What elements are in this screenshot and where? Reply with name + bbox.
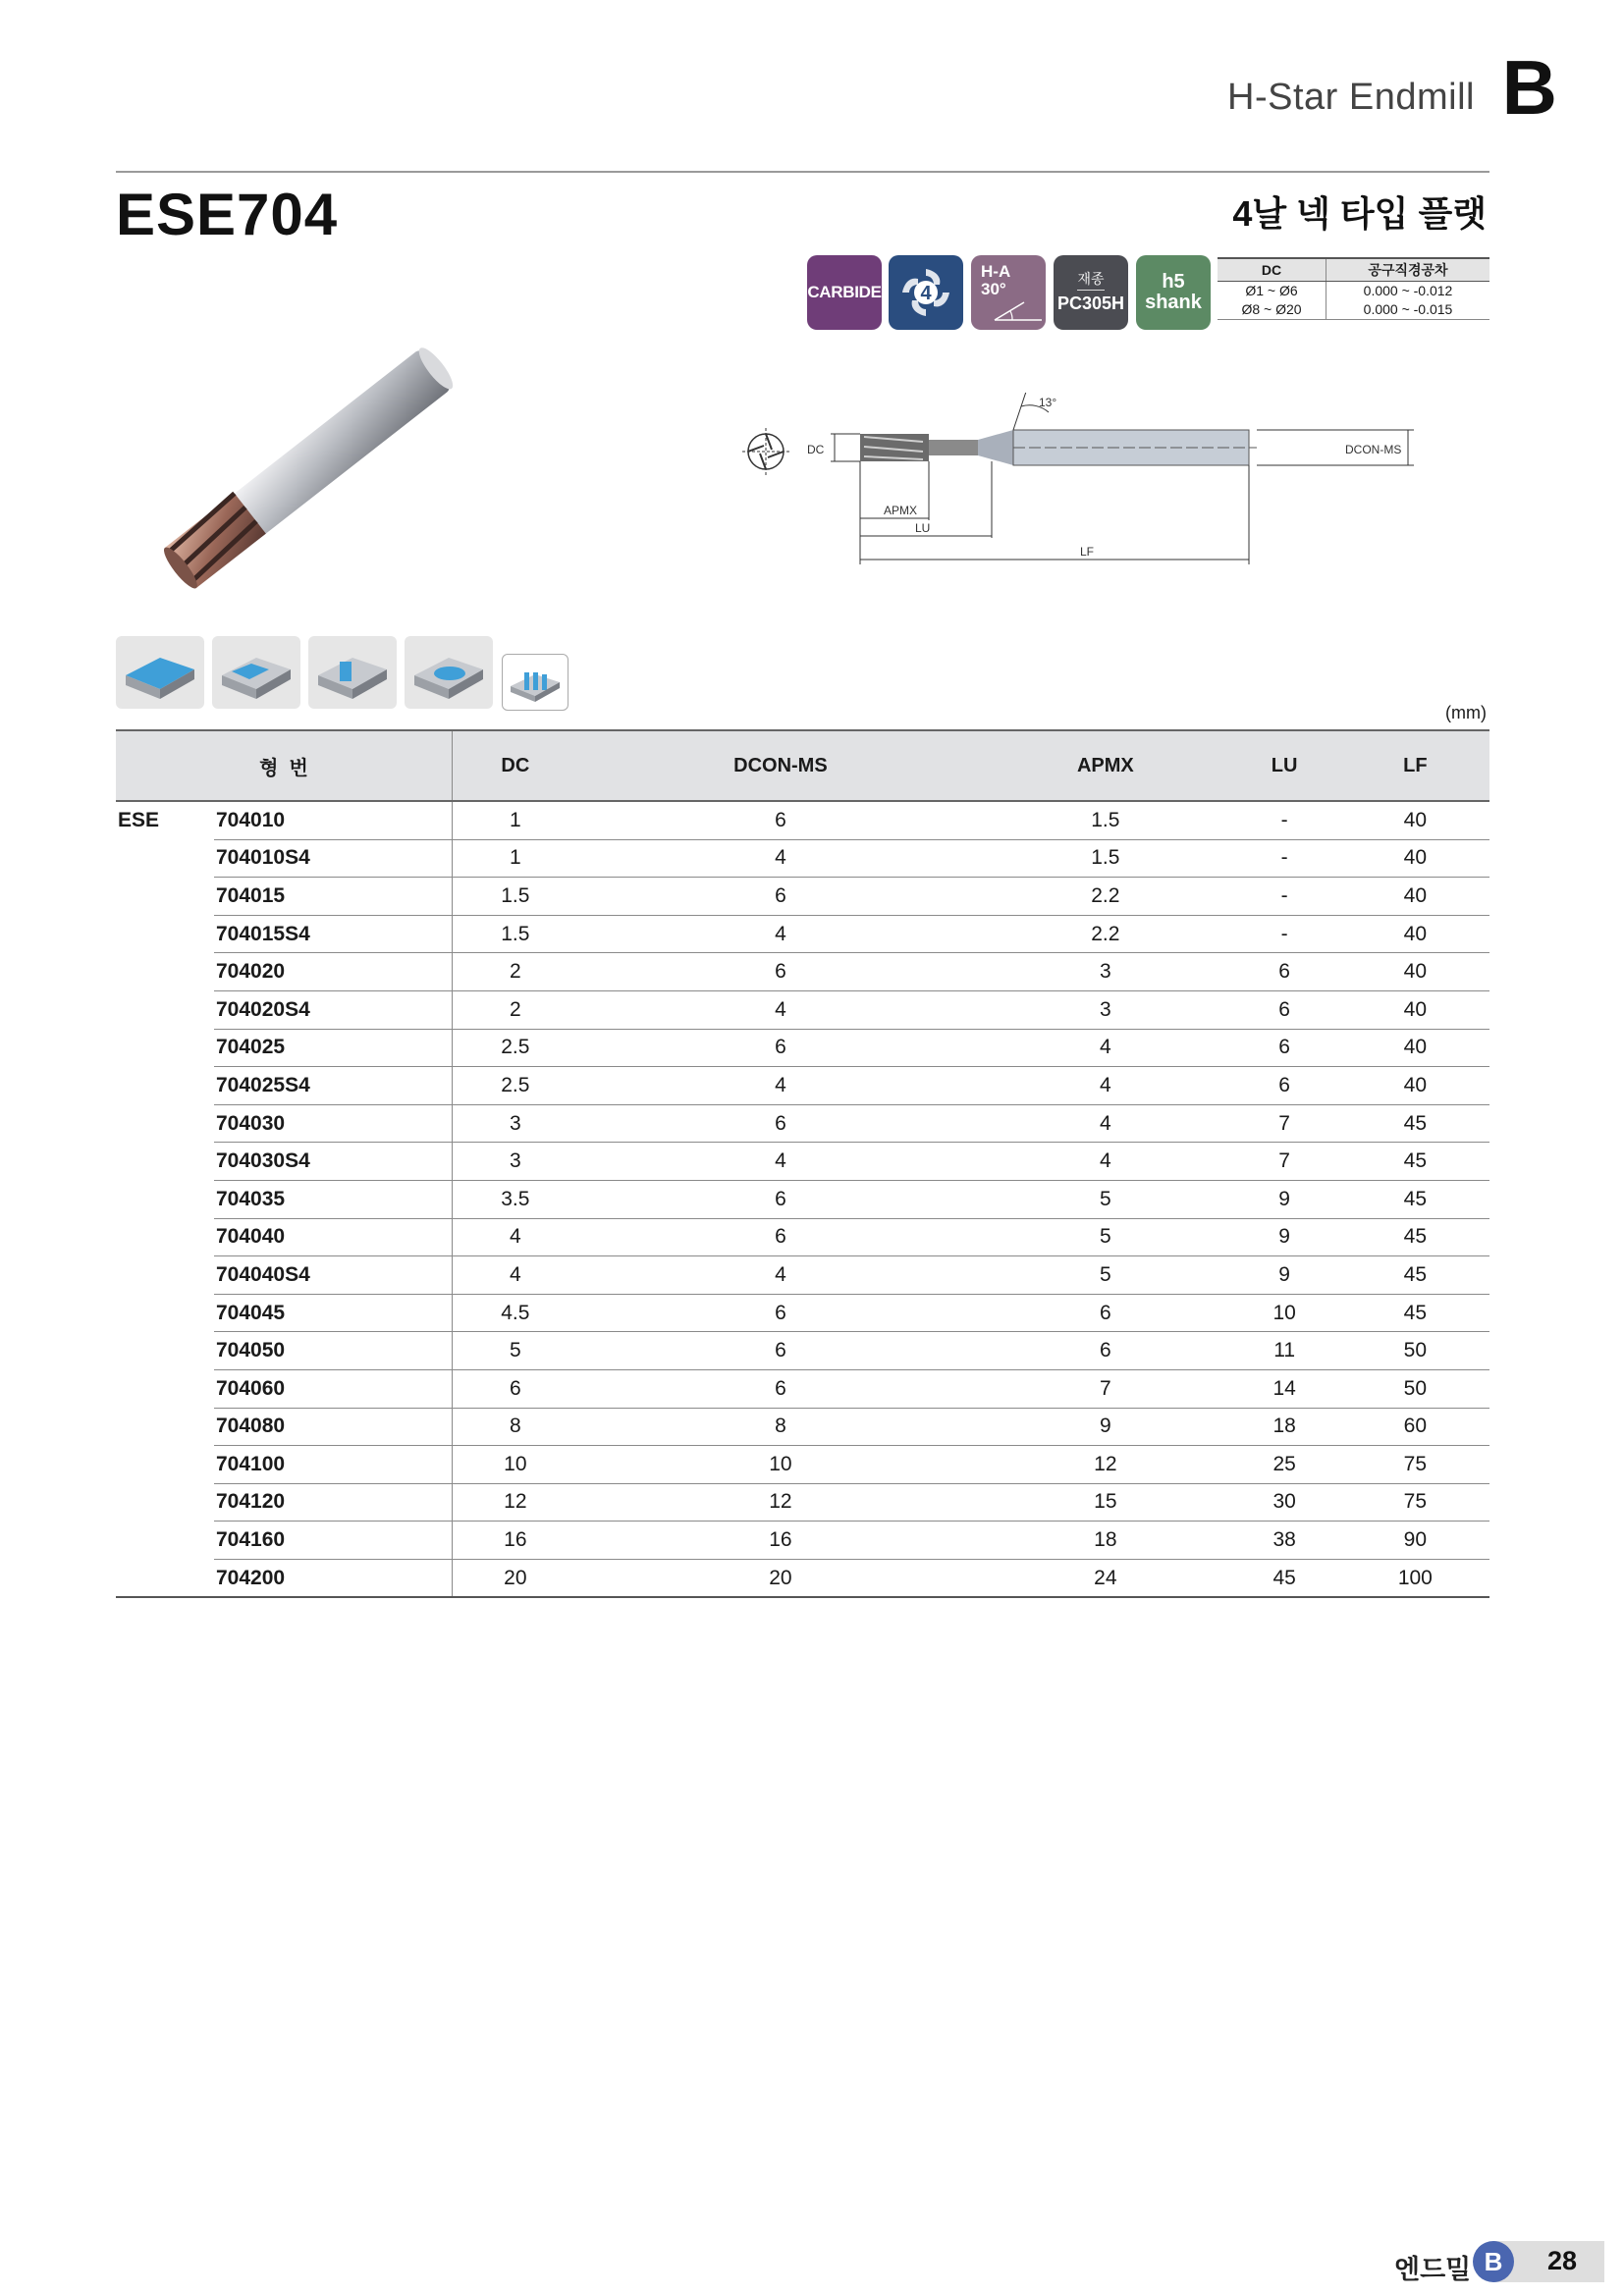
application-deep-rib-icon <box>502 654 568 711</box>
item-code: 704015S4 <box>214 915 453 953</box>
dc-value: 1.5 <box>453 878 578 916</box>
item-code: 704020 <box>214 953 453 991</box>
item-code: 704200 <box>214 1559 453 1597</box>
table-row <box>116 1218 1489 1256</box>
end-view-icon <box>742 428 789 475</box>
carbide-label: CARBIDE <box>807 283 882 302</box>
shank-h5: h5 <box>1162 271 1185 293</box>
table-row <box>116 1522 1489 1560</box>
item-code: 704010S4 <box>214 839 453 878</box>
item-code: 704035 <box>214 1180 453 1218</box>
lu-value: 25 <box>1228 1446 1341 1484</box>
item-code: 704025S4 <box>214 1067 453 1105</box>
series-prefix <box>116 1256 214 1295</box>
series-prefix <box>116 1446 214 1484</box>
table-row <box>116 1067 1489 1105</box>
table-row <box>116 1369 1489 1408</box>
col-header-lf: LF <box>1341 730 1489 801</box>
dcon-value: 20 <box>578 1559 983 1597</box>
lf-value: 100 <box>1341 1559 1489 1597</box>
apmx-value: 5 <box>983 1180 1227 1218</box>
lu-value: 14 <box>1228 1369 1341 1408</box>
col-header-code: 형 번 <box>116 730 453 801</box>
lu-value: 9 <box>1228 1256 1341 1295</box>
apmx-value: 4 <box>983 1143 1227 1181</box>
dc-value: 20 <box>453 1559 578 1597</box>
page-number: 28 <box>1547 2246 1578 2275</box>
table-row <box>116 1256 1489 1295</box>
table-row <box>116 1332 1489 1370</box>
dc-value: 4.5 <box>453 1294 578 1332</box>
lu-value: 9 <box>1228 1180 1341 1218</box>
lu-value: 6 <box>1228 1029 1341 1067</box>
lf-value: 40 <box>1341 1029 1489 1067</box>
apmx-value: 2.2 <box>983 878 1227 916</box>
dc-value: 3.5 <box>453 1180 578 1218</box>
dcon-value: 6 <box>578 953 983 991</box>
header-divider <box>116 171 1489 173</box>
lf-value: 50 <box>1341 1369 1489 1408</box>
dcon-value: 16 <box>578 1522 983 1560</box>
lf-value: 50 <box>1341 1332 1489 1370</box>
table-row <box>116 915 1489 953</box>
table-row <box>116 1446 1489 1484</box>
dc-value: 2 <box>453 953 578 991</box>
apmx-value: 18 <box>983 1522 1227 1560</box>
table-row <box>116 1408 1489 1446</box>
lf-value: 40 <box>1341 801 1489 839</box>
coating-grade-badge <box>1054 255 1128 330</box>
lu-value: 38 <box>1228 1522 1341 1560</box>
apmx-value: 5 <box>983 1218 1227 1256</box>
apmx-value: 24 <box>983 1559 1227 1597</box>
four-flute-icon <box>896 263 955 322</box>
series-prefix <box>116 1294 214 1332</box>
application-side-milling-icon <box>212 636 300 709</box>
lf-value: 40 <box>1341 839 1489 878</box>
tol-header-dc: DC <box>1218 258 1326 282</box>
dc-value: 12 <box>453 1483 578 1522</box>
lf-value: 90 <box>1341 1522 1489 1560</box>
tol-value: 0.000 ~ -0.015 <box>1326 300 1490 320</box>
dcon-value: 6 <box>578 1218 983 1256</box>
dc-value: 4 <box>453 1256 578 1295</box>
series-prefix: ESE <box>118 809 160 832</box>
lf-value: 40 <box>1341 915 1489 953</box>
application-slotting-icon <box>116 636 204 709</box>
lf-value: 75 <box>1341 1446 1489 1484</box>
dc-value: 10 <box>453 1446 578 1484</box>
item-code: 704050 <box>214 1332 453 1370</box>
apmx-value: 4 <box>983 1029 1227 1067</box>
tol-header-tolerance: 공구직경공차 <box>1326 258 1490 282</box>
series-prefix <box>116 953 214 991</box>
dcon-value: 8 <box>578 1408 983 1446</box>
item-code: 704080 <box>214 1408 453 1446</box>
dc-value: 6 <box>453 1369 578 1408</box>
dcon-value: 4 <box>578 1143 983 1181</box>
unit-label: (mm) <box>1445 703 1487 722</box>
item-code: 704030S4 <box>214 1143 453 1181</box>
dimension-drawing <box>736 393 1424 569</box>
item-code: 704045 <box>214 1294 453 1332</box>
table-row <box>116 1029 1489 1067</box>
series-title: H-Star Endmill <box>1227 77 1475 118</box>
dcon-value: 6 <box>578 801 983 839</box>
table-row <box>116 878 1489 916</box>
dc-value: 2 <box>453 990 578 1029</box>
lf-label: LF <box>1080 545 1095 559</box>
dc-value: 3 <box>453 1104 578 1143</box>
apmx-value: 1.5 <box>983 839 1227 878</box>
series-prefix <box>116 1180 214 1218</box>
item-code: 704040S4 <box>214 1256 453 1295</box>
footer-section-letter: B <box>1484 2246 1503 2276</box>
lu-value: 18 <box>1228 1408 1341 1446</box>
dcon-value: 4 <box>578 1067 983 1105</box>
product-subtitle: 4날 넥 타입 플랫 <box>1232 193 1487 234</box>
series-prefix <box>116 1559 214 1597</box>
table-row <box>116 1104 1489 1143</box>
helix-value: 30° <box>981 280 1006 298</box>
flute-count-badge <box>889 255 963 330</box>
item-code: 704120 <box>214 1483 453 1522</box>
lu-value: - <box>1228 839 1341 878</box>
shank-label: shank <box>1145 292 1202 313</box>
apmx-value: 3 <box>983 953 1227 991</box>
apmx-value: 1.5 <box>983 801 1227 839</box>
dcon-value: 10 <box>578 1446 983 1484</box>
series-prefix <box>116 839 214 878</box>
series-prefix <box>116 990 214 1029</box>
apmx-value: 6 <box>983 1332 1227 1370</box>
dc-value: 1 <box>453 801 578 839</box>
item-code: 704060 <box>214 1369 453 1408</box>
apmx-value: 6 <box>983 1294 1227 1332</box>
dcon-value: 6 <box>578 1294 983 1332</box>
application-pocketing-icon <box>405 636 493 709</box>
series-prefix <box>116 1067 214 1105</box>
product-model: ESE704 <box>116 182 339 247</box>
lu-value: 45 <box>1228 1559 1341 1597</box>
item-code: 704040 <box>214 1218 453 1256</box>
lu-value: 6 <box>1228 990 1341 1029</box>
dcon-value: 6 <box>578 1029 983 1067</box>
apmx-value: 15 <box>983 1483 1227 1522</box>
diameter-tolerance-table <box>1218 257 1489 320</box>
series-prefix <box>116 1143 214 1181</box>
lf-value: 45 <box>1341 1218 1489 1256</box>
series-prefix <box>116 1408 214 1446</box>
tol-range: Ø8 ~ Ø20 <box>1218 300 1326 320</box>
product-dimension-table <box>116 729 1489 1598</box>
lu-label: LU <box>915 521 931 535</box>
dcon-value: 6 <box>578 1180 983 1218</box>
footer-category: 엔드밀 <box>1394 2255 1472 2284</box>
apmx-value: 4 <box>983 1104 1227 1143</box>
tol-value: 0.000 ~ -0.012 <box>1363 283 1453 298</box>
item-code: 704015 <box>214 878 453 916</box>
series-prefix <box>116 1369 214 1408</box>
lu-value: 10 <box>1228 1294 1341 1332</box>
apmx-value: 2.2 <box>983 915 1227 953</box>
series-prefix <box>116 1483 214 1522</box>
lu-value: 30 <box>1228 1483 1341 1522</box>
dcon-value: 4 <box>578 915 983 953</box>
apmx-label: APMX <box>884 504 918 517</box>
coating-value: PC305H <box>1056 293 1125 313</box>
item-code: 704100 <box>214 1446 453 1484</box>
lf-value: 75 <box>1341 1483 1489 1522</box>
col-header-apmx: APMX <box>983 730 1227 801</box>
lf-value: 40 <box>1341 1067 1489 1105</box>
lf-value: 45 <box>1341 1294 1489 1332</box>
apmx-value: 3 <box>983 990 1227 1029</box>
lu-value: 7 <box>1228 1104 1341 1143</box>
dcon-value: 6 <box>578 878 983 916</box>
series-prefix <box>116 1218 214 1256</box>
col-header-lu: LU <box>1228 730 1341 801</box>
item-code: 704020S4 <box>214 990 453 1029</box>
item-code: 704160 <box>214 1522 453 1560</box>
lu-value: 11 <box>1228 1332 1341 1370</box>
lf-value: 40 <box>1341 878 1489 916</box>
dc-value: 4 <box>453 1218 578 1256</box>
section-letter: B <box>1501 44 1557 131</box>
dcon-value: 6 <box>578 1104 983 1143</box>
apmx-value: 7 <box>983 1369 1227 1408</box>
lu-value: - <box>1228 801 1341 839</box>
lu-value: 6 <box>1228 953 1341 991</box>
shank-tolerance-badge <box>1136 255 1211 330</box>
lf-value: 45 <box>1341 1180 1489 1218</box>
lf-value: 45 <box>1341 1104 1489 1143</box>
dcon-value: 12 <box>578 1483 983 1522</box>
helix-angle-icon <box>991 300 1046 322</box>
carbide-badge <box>807 255 882 330</box>
item-code: 704030 <box>214 1104 453 1143</box>
apmx-value: 4 <box>983 1067 1227 1105</box>
angle-label: 13° <box>1039 396 1057 409</box>
dc-value: 2.5 <box>453 1067 578 1105</box>
apmx-value: 5 <box>983 1256 1227 1295</box>
footer-section-badge <box>1473 2241 1514 2282</box>
col-header-dcon: DCON-MS <box>578 730 983 801</box>
table-row <box>116 801 1489 839</box>
dc-value: 8 <box>453 1408 578 1446</box>
dc-value: 2.5 <box>453 1029 578 1067</box>
item-code: 704025 <box>214 1029 453 1067</box>
lu-value: - <box>1228 878 1341 916</box>
lf-value: 45 <box>1341 1256 1489 1295</box>
lf-value: 40 <box>1341 953 1489 991</box>
series-prefix <box>116 1029 214 1067</box>
lu-value: 6 <box>1228 1067 1341 1105</box>
series-prefix <box>116 1522 214 1560</box>
lu-value: 7 <box>1228 1143 1341 1181</box>
col-header-dc: DC <box>453 730 578 801</box>
dc-value: 1.5 <box>453 915 578 953</box>
table-row <box>116 1143 1489 1181</box>
dcon-value: 4 <box>578 839 983 878</box>
dc-label: DC <box>807 443 825 456</box>
lu-value: - <box>1228 915 1341 953</box>
apmx-value: 9 <box>983 1408 1227 1446</box>
flute-count-text: 4 <box>920 283 932 304</box>
table-row <box>116 1559 1489 1597</box>
series-prefix <box>116 915 214 953</box>
helix-label: H-A <box>981 262 1011 282</box>
apmx-value: 12 <box>983 1446 1227 1484</box>
lf-value: 45 <box>1341 1143 1489 1181</box>
dc-value: 3 <box>453 1143 578 1181</box>
table-row <box>116 990 1489 1029</box>
dcon-value: 4 <box>578 1256 983 1295</box>
series-prefix <box>116 1332 214 1370</box>
table-row <box>116 1180 1489 1218</box>
lf-value: 60 <box>1341 1408 1489 1446</box>
table-row <box>116 1483 1489 1522</box>
lu-value: 9 <box>1228 1218 1341 1256</box>
dcon-value: 4 <box>578 990 983 1029</box>
series-prefix <box>116 878 214 916</box>
coating-label: 재종 <box>1077 272 1104 291</box>
item-code: 704010 <box>214 801 453 839</box>
dc-value: 1 <box>453 839 578 878</box>
dc-value: 16 <box>453 1522 578 1560</box>
tol-range: Ø1 ~ Ø6 <box>1218 282 1326 301</box>
dcon-value: 6 <box>578 1332 983 1370</box>
dc-value: 5 <box>453 1332 578 1370</box>
dcon-value: 6 <box>578 1369 983 1408</box>
table-row <box>116 839 1489 878</box>
dcon-label: DCON-MS <box>1345 443 1402 456</box>
helix-angle-badge <box>971 255 1046 330</box>
application-shoulder-icon <box>308 636 397 709</box>
table-row <box>116 953 1489 991</box>
table-row <box>116 1294 1489 1332</box>
series-prefix <box>116 1104 214 1143</box>
endmill-product-image <box>108 314 501 628</box>
lf-value: 40 <box>1341 990 1489 1029</box>
